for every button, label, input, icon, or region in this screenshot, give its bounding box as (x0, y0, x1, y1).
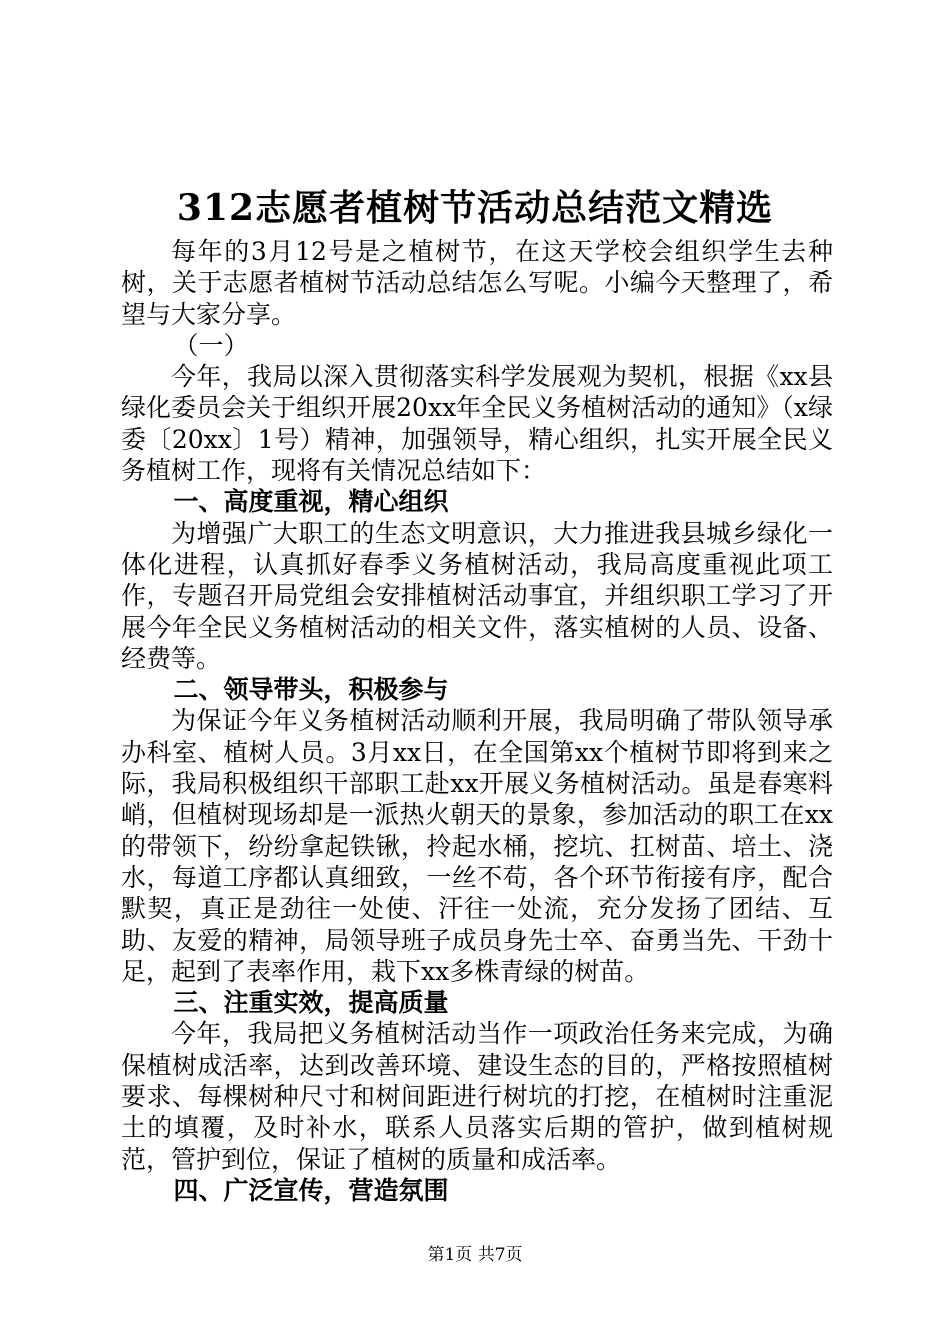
document-body (121, 236, 833, 1206)
section-paragraph-1: 为增强广大职工的生态文明意识，大力推进我县城乡绿化一体化进程，认真抓好春季义务植树活动，我局高度重视此项工作，专题召开局党组会安排植树活动事宜，并组织职工学习了开展今年全民义务植树活动的相关文件，落实植树的人员、设备、经费等。 (121, 518, 833, 673)
section-heading-2: 二、领导带头，积极参与 (173, 675, 449, 705)
page-footer: 第1页 共7页 (427, 1245, 523, 1265)
section-marker: （一） (173, 330, 249, 360)
section-heading-3: 三、注重实效，提高质量 (173, 988, 449, 1018)
intro-paragraph: 每年的3月12号是之植树节，在这天学校会组织学生去种树，关于志愿者植树节活动总结怎么写呢。小编今天整理了，希望与大家分享。 (121, 237, 833, 329)
section-paragraph-3: 今年，我局把义务植树活动当作一项政治任务来完成，为确保植树成活率，达到改善环境、建设生态的目的，严格按照植树要求、每棵树种尺寸和树间距进行树坑的打挖，在植树时注重泥土的填覆，及时补水，联系人员落实后期的管护，做到植树规范，管护到位，保证了植树的质量和成活率。 (121, 1019, 833, 1174)
section-heading-1: 一、高度重视，精心组织 (173, 487, 449, 517)
section-paragraph-2: 为保证今年义务植树活动顺利开展，我局明确了带队领导承办科室、植树人员。3月xx日，在全国第xx个植树节即将到来之际，我局积极组织干部职工赴xx开展义务植树活动。虽是春寒料峭，但植树现场却是一派热火朝天的景象，参加活动的职工在xx的带领下，纷纷拿起铁锹，拎起水桶，挖坑、扛树苗、培土、浇水，每道工序都认真细致，一丝不苟，各个环节衔接有序，配合默契，真正是劲往一处使、汗往一处流，充分发扬了团结、互助、友爱的精神，局领导班子成员身先士卒、奋勇当先、干劲十足，起到了表率作用，栽下xx多株青绿的树苗。 (121, 706, 833, 986)
document-title: 312志愿者植树节活动总结范文精选 (176, 187, 774, 229)
opening-paragraph: 今年，我局以深入贯彻落实科学发展观为契机，根据《xx县绿化委员会关于组织开展20xx年全民义务植树活动的通知》（x绿委〔20xx〕1号）精神，加强领导，精心组织，扎实开展全民义务植树工作，现将有关情况总结如下： (121, 362, 833, 486)
section-heading-4: 四、广泛宣传，营造氛围 (173, 1175, 449, 1205)
